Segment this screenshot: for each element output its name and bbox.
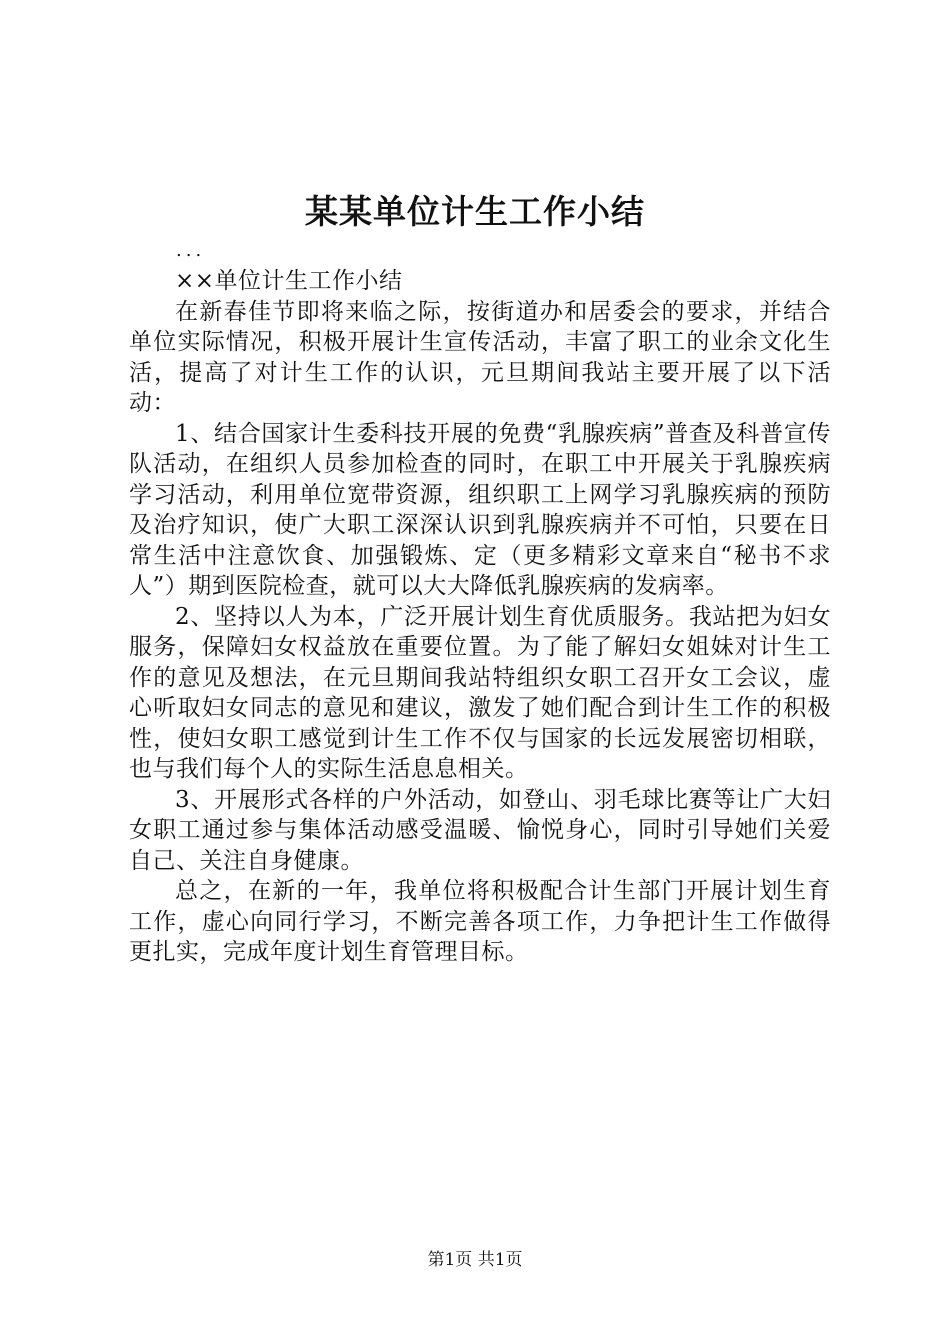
intro-paragraph: 在新春佳节即将来临之际，按街道办和居委会的要求，并结合单位实际情况，积极开展计生宣传活动，丰富了职工的业余文化生活，提高了对计生工作的认识，元旦期间我站主要开展了以下活动： [129,298,831,416]
subtitle-paragraph: ××单位计生工作小结 [175,268,403,294]
page-number-footer: 第1页 共1页 [427,1250,523,1270]
conclusion-paragraph: 总之，在新的一年，我单位将积极配合计生部门开展计划生育工作，虚心向同行学习，不断完善各项工作，力争把计生工作做得更扎实，完成年度计划生育管理目标。 [129,878,831,965]
document-body [129,266,831,968]
item-2-paragraph: 2、坚持以人为本，广泛开展计划生育优质服务。我站把为妇女服务，保障妇女权益放在重要位置。为了能了解妇女姐妹对计生工作的意见及想法，在元旦期间我站特组织女职工召开女工会议，虚心听取妇女同志的意见和建议，激发了她们配合到计生工作的积极性，使妇女职工感觉到计生工作不仅与国家的长远发展密切相联，也与我们每个人的实际生活息息相关。 [129,603,831,782]
item-3-paragraph: 3、开展形式各样的户外活动，如登山、羽毛球比赛等让广大妇女职工通过参与集体活动感受温暖、愉悦身心，同时引导她们关爱自己、关注自身健康。 [129,786,831,874]
document-title: 某某单位计生工作小结 [305,192,645,231]
ellipsis-marker: ... [176,240,206,261]
item-1-paragraph: 1、结合国家计生委科技开展的免费“乳腺疾病”普查及科普宣传队活动，在组织人员参加检查的同时，在职工中开展关于乳腺疾病学习活动，利用单位宽带资源，组织职工上网学习乳腺疾病的预防及治疗知识，使广大职工深深认识到乳腺疾病并不可怕，只要在日常生活中注意饮食、加强锻炼、定（更多精彩文章来自“秘书不求人”）期到医院检查，就可以大大降低乳腺疾病的发病率。 [129,420,831,599]
